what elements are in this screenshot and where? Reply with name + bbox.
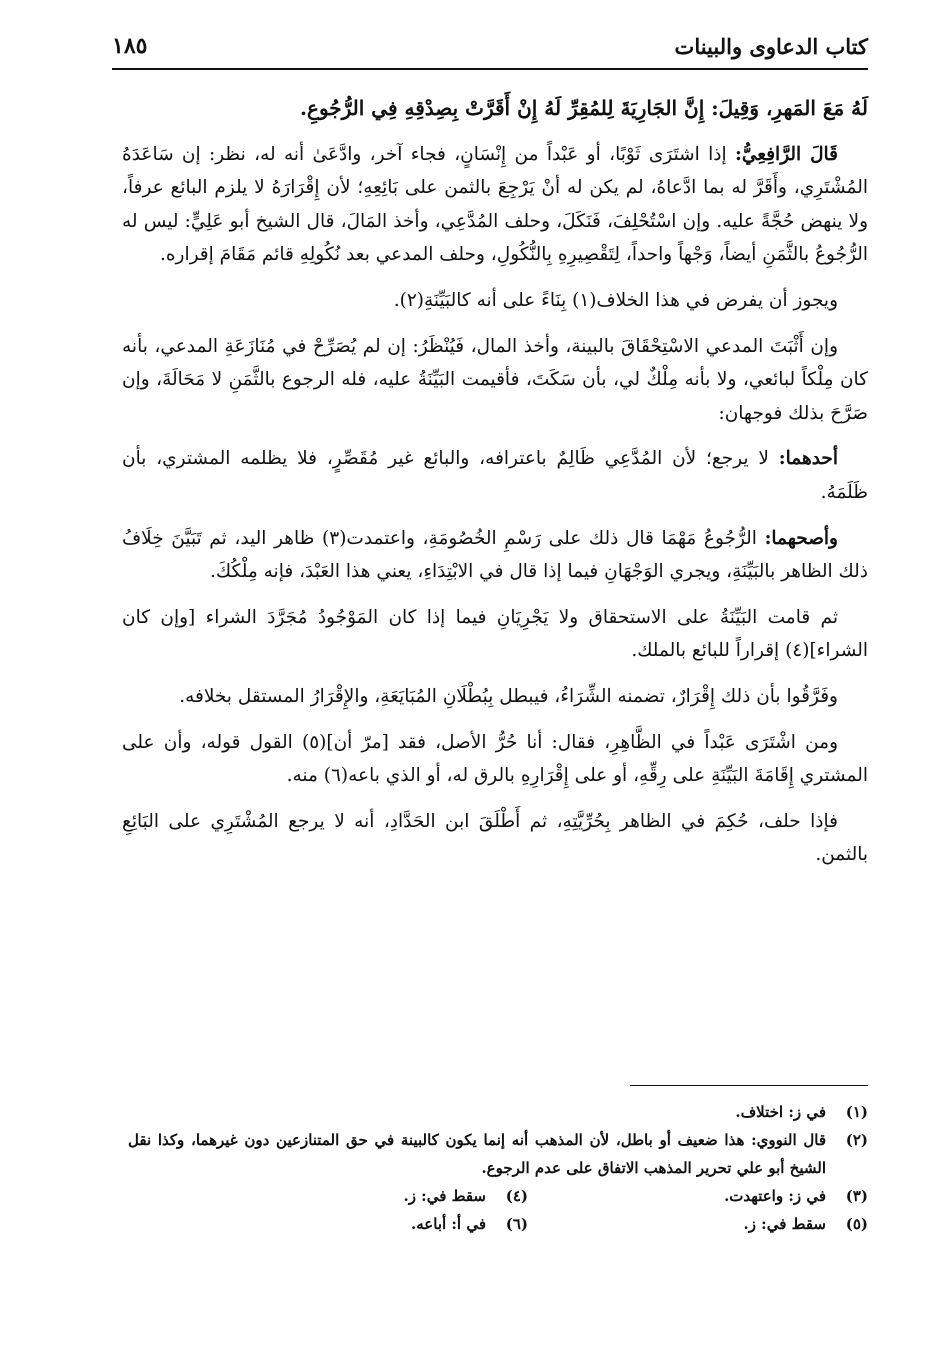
page-header <box>112 30 868 70</box>
footnote-number: (٥) <box>845 1215 868 1233</box>
footnote-number: (٢) <box>845 1131 868 1149</box>
footnote-row-5-6 <box>128 1210 868 1238</box>
footnote-row-3-4 <box>128 1182 868 1210</box>
paragraph-text: إذا اشتَرَى ثَوْبًا، أو عَبْداً من إِنْسَانٍ، فجاء آخر، وادَّعَىٰ أنه له، نظر: إن سَاعَدَهُ المُشْتَرِي، وأَقَرَّ له بما ادَّعاهُ، لم يكن له أنْ يَرْجِعَ بالثمن على بَائِعِهِ؛ لأن إِقْرَارَهُ لا يلزم البائع عرفاً، ولا ينهض حُجَّةً عليه. وإن اسْتُحْلِفَ، فَنَكَلَ، وحلف المُدَّعِي، وأخذ المَالَ، قال الشيخ أبو عَلِيٍّ: ليس له الرُّجُوعُ بالثَّمَنِ أيضاً، وَجْهاً واحداً، لِتَقْصِيرِهِ بِالنُّكُولِ، وحلف المدعي بعد نُكُولِهِ قائم مَقَامَ إقراره. <box>122 143 868 266</box>
page-number: ١٨٥ <box>112 33 148 59</box>
main-text <box>122 92 868 884</box>
footnote-text: سقط في: ز. <box>403 1187 486 1205</box>
paragraph-lead: قَالَ الرَّافِعِيُّ: <box>735 143 838 165</box>
paragraph-bayyina: وإن أَثْبَتَ المدعي الاسْتِحْقَاقَ بالبينة، وأخذ المال، فَيُنْظَرُ: إن لم يُصَرِّحْ في مُنَازَعَةِ المدعي، بأنه كان مِلْكاً لبائعي، ولا بأنه مِلْكٌ لي، بأن سَكَتَ، فأقيمت البَيِّنَةُ عليه، فله الرجوع بالثَّمَنِ لا مَحَالَةَ، وإن صَرَّحَ بذلك فوجهان: <box>122 335 868 424</box>
footnote-4 <box>188 1182 528 1210</box>
footnote-number: (٦) <box>505 1215 528 1233</box>
footnote-1 <box>128 1098 868 1126</box>
footnote-number: (١) <box>845 1103 868 1121</box>
paragraph-khilaf: ويجوز أن يفرض في هذا الخلاف(١) بِنَاءً على أنه كالبَيِّنَةِ(٢). <box>393 289 838 311</box>
footnote-number: (٤) <box>505 1187 528 1205</box>
footnote-3 <box>528 1182 868 1210</box>
paragraph-distinction: وفَرَّقُوا بأن ذلك إِقْرَارٌ، تضمنه الشِّرَاءُ، فيبطل بِبُطْلَانِ المُبَايَعَةِ، والإِقْرَارُ المستقل بخلافه. <box>179 685 838 707</box>
paragraph-opening: لَهُ مَعَ المَهرِ، وَقِيلَ: إِنَّ الجَارِيَةَ لِلمُقِرِّ لَهُ إِنْ أَقَرَّتْ بِصِدْقِهِ فِي الرُّجُوعِ. <box>300 96 868 120</box>
footnote-number: (٣) <box>845 1187 868 1205</box>
footnote-text: قال النووي: هذا ضعيف أو باطل، لأن المذهب أنه إنما يكون كالبينة في حق المتنازعين دون غيرهما، وكذا نقل الشيخ أبو علي تحرير المذهب الاتفاق على عدم الرجوع. <box>128 1131 826 1177</box>
footnote-text: سقط في: ز. <box>743 1215 826 1233</box>
footnote-6 <box>188 1210 528 1238</box>
footnote-text: في أ: أباعه. <box>411 1215 486 1233</box>
footnote-divider <box>630 1085 868 1086</box>
paragraph-rafii <box>122 138 868 272</box>
paragraph-istihqaq: ثم قامت البَيِّنَةُ على الاستحقاق ولا يَجْرِيَانِ فيما إذا كان المَوْجُودُ مُجَرَّدَ الشراء [وإن كان الشراء](٤) إقراراً للبائع بالملك. <box>122 606 868 662</box>
footnote-text: في ز: واعتهدت. <box>724 1187 826 1205</box>
paragraph-text: الرُّجُوعُ مَهْمَا قال ذلك على رَسْمِ الخُصُومَةِ، واعتمدت(٣) ظاهر اليد، ثم تَبَيَّنَ خِلَافُ ذلك الظاهر بالبَيِّنَةِ، ويجري الوَجْهَانِ فيما إذا قال في الابْتِدَاءِ، يعني هذا العَبْدَ، فإنه مِلْكُكَ. <box>122 527 868 583</box>
footnote-5 <box>528 1210 868 1238</box>
paragraph-first-view <box>122 442 868 509</box>
paragraph-oath: فإذا حلف، حُكِمَ في الظاهر بِحُرِّيَّتِهِ، ثم أَطْلَقَ ابن الحَدَّادِ، أنه لا يرجع المُشْتَرِي على البَائِعِ بالثمن. <box>122 810 868 866</box>
paragraph-text: لا يرجع؛ لأن المُدَّعِي ظَالِمٌ باعترافه، والبائع غير مُقَصِّرٍ، فلا يظلمه المشتري، بأن ظَلَمَهُ. <box>122 448 868 503</box>
paragraph-lead: أحدهما: <box>778 448 838 470</box>
paragraph-correct-view <box>122 522 868 589</box>
paragraph-lead: وأصحهما: <box>764 527 838 549</box>
footnote-text: في ز: اختلاف. <box>735 1103 826 1121</box>
footnotes <box>128 1098 868 1238</box>
paragraph-free-slave: ومن اشْتَرَى عَبْداً في الظَّاهِرِ، فقال: أنا حُرُّ الأصل، فقد [مرّ أن](٥) القول قوله، وأن على المشتري إِقَامَةَ البَيِّنَةِ على رِقِّهِ، أو على إِقْرَارِهِ بالرق له، أو الذي باعه(٦) منه. <box>122 731 868 787</box>
book-title: كتاب الدعاوى والبينات <box>674 33 868 59</box>
footnote-2 <box>128 1126 868 1182</box>
